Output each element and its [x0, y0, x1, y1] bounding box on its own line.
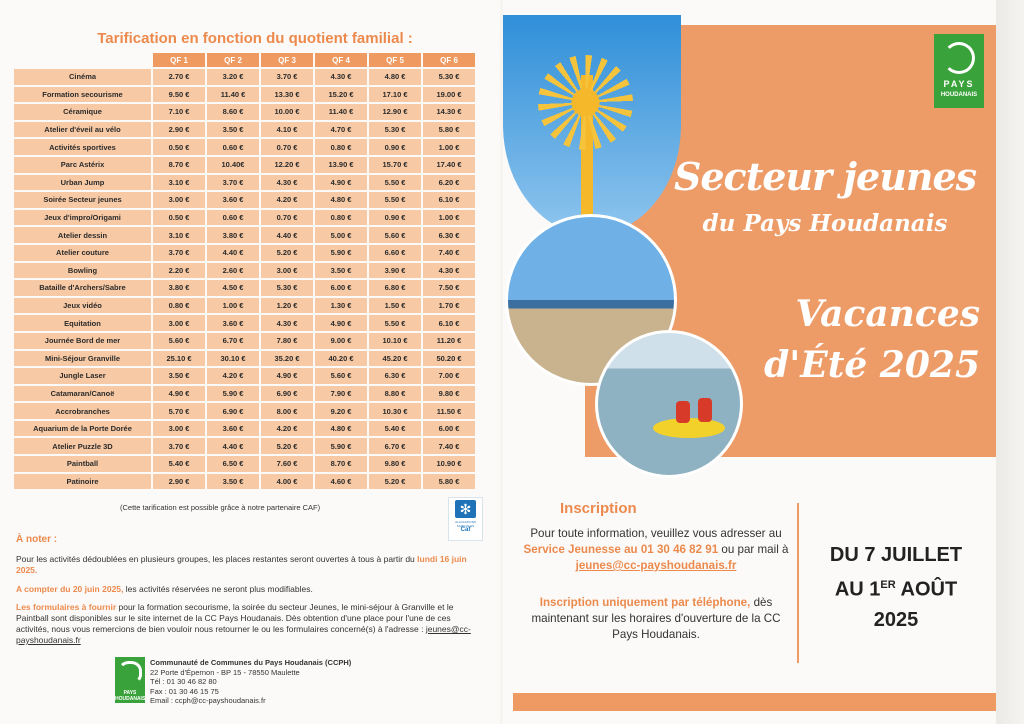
table-row — [14, 280, 475, 296]
price-cell: 45.20 € — [369, 351, 421, 367]
activity-name: Cinéma — [14, 69, 151, 85]
price-cell: 1.50 € — [369, 298, 421, 314]
price-cell: 10.00 € — [261, 104, 313, 120]
dates-line2-sup: ER — [880, 579, 896, 591]
dates-line2-a: AU 1 — [834, 578, 881, 601]
price-cell: 2.70 € — [153, 69, 205, 85]
price-cell: 5.20 € — [369, 474, 421, 490]
price-cell: 10.10 € — [369, 333, 421, 349]
price-cell: 7.80 € — [261, 333, 313, 349]
price-cell: 7.60 € — [261, 456, 313, 472]
inscription-phone-only — [520, 595, 792, 643]
pays-houdanais-logo — [934, 34, 984, 108]
price-cell: 1.00 € — [423, 139, 475, 155]
price-cell: 15.20 € — [315, 87, 367, 103]
price-cell: 6.70 € — [369, 438, 421, 454]
price-cell: 0.70 € — [261, 210, 313, 226]
price-cell: 11.40 € — [207, 87, 259, 103]
logo-line2: HOUDANAIS — [940, 92, 978, 98]
price-cell: 4.40 € — [207, 245, 259, 261]
activity-name: Jeux vidéo — [14, 298, 151, 314]
dates-line1: DU 7 JUILLET — [829, 544, 963, 566]
price-cell: 3.80 € — [153, 280, 205, 296]
price-cell: 0.60 € — [207, 139, 259, 155]
price-cell: 3.00 € — [153, 192, 205, 208]
table-row — [14, 263, 475, 279]
price-cell: 10.40€ — [207, 157, 259, 173]
price-cell: 3.60 € — [207, 315, 259, 331]
activity-name: Activités sportives — [14, 139, 151, 155]
table-row — [14, 368, 475, 384]
price-cell: 0.50 € — [153, 139, 205, 155]
table-row — [14, 298, 475, 314]
note-deadline — [16, 584, 486, 595]
price-cell: 40.20 € — [315, 351, 367, 367]
price-cell: 5.80 € — [423, 474, 475, 490]
price-cell: 11.20 € — [423, 333, 475, 349]
price-cell: 5.50 € — [369, 315, 421, 331]
note-groups — [16, 554, 486, 576]
ccph-tel: Tél : 01 30 46 82 80 — [150, 677, 217, 687]
inscription-service-phone[interactable]: Service Jeunesse au 01 30 46 82 91 — [523, 543, 719, 556]
price-cell: 0.50 € — [153, 210, 205, 226]
price-cell: 9.20 € — [315, 403, 367, 419]
price-cell: 3.60 € — [207, 421, 259, 437]
price-cell: 5.90 € — [315, 245, 367, 261]
activity-name: Bowling — [14, 263, 151, 279]
price-cell: 4.80 € — [369, 69, 421, 85]
price-cell: 7.00 € — [423, 368, 475, 384]
price-cell: 4.90 € — [315, 175, 367, 191]
table-row — [14, 87, 475, 103]
table-row — [14, 315, 475, 331]
activity-name: Equitation — [14, 315, 151, 331]
inscription-text3: dès maintenant sur les horaires d'ouverture de la CC Pays Houdanais. — [531, 596, 781, 641]
ccph-logo-text: PAYS HOUDANAIS — [115, 690, 146, 702]
table-row — [14, 175, 475, 191]
price-cell: 4.30 € — [315, 69, 367, 85]
pricing-title: Tarification en fonction du quotient familial : — [97, 30, 413, 47]
activity-name: Accrobranches — [14, 403, 151, 419]
price-cell: 5.60 € — [315, 368, 367, 384]
activity-name: Parc Astérix — [14, 157, 151, 173]
price-cell: 15.70 € — [369, 157, 421, 173]
table-row — [14, 438, 475, 454]
price-cell: 5.20 € — [261, 245, 313, 261]
pricing-header-qf: QF 5 — [369, 53, 421, 67]
price-cell: 6.80 € — [369, 280, 421, 296]
activity-name: Aquarium de la Porte Dorée — [14, 421, 151, 437]
activity-name: Jeux d'impro/Origami — [14, 210, 151, 226]
inscription-text2: ou par mail à — [718, 543, 789, 556]
pricing-header-qf: QF 4 — [315, 53, 367, 67]
amusement-ride-photo — [503, 15, 681, 235]
price-cell: 3.70 € — [261, 69, 313, 85]
price-cell: 4.20 € — [261, 421, 313, 437]
price-cell: 4.00 € — [261, 474, 313, 490]
ccph-email[interactable]: Email : ccph@cc-payshoudanais.fr — [150, 696, 266, 706]
table-row — [14, 192, 475, 208]
price-cell: 4.90 € — [153, 386, 205, 402]
price-cell: 5.30 € — [423, 69, 475, 85]
price-cell: 17.40 € — [423, 157, 475, 173]
dates-line3: 2025 — [873, 608, 919, 631]
price-cell: 0.70 € — [261, 139, 313, 155]
table-row — [14, 157, 475, 173]
price-cell: 13.90 € — [315, 157, 367, 173]
price-cell: 0.80 € — [153, 298, 205, 314]
price-cell: 0.90 € — [369, 139, 421, 155]
price-cell: 2.20 € — [153, 263, 205, 279]
snowflake-icon: ✻ — [455, 500, 476, 518]
price-cell: 4.20 € — [261, 192, 313, 208]
price-cell: 6.30 € — [423, 227, 475, 243]
price-cell: 8.80 € — [369, 386, 421, 402]
activity-name: Paintball — [14, 456, 151, 472]
caf-logo-name: Caf — [460, 527, 471, 533]
header-blank — [14, 53, 151, 67]
logo-swoosh-icon — [943, 42, 975, 74]
pricing-header-qf: QF 3 — [261, 53, 313, 67]
price-cell: 5.80 € — [423, 122, 475, 138]
price-cell: 3.70 € — [153, 245, 205, 261]
bottom-bar — [513, 693, 999, 711]
activity-name: Atelier Puzzle 3D — [14, 438, 151, 454]
price-cell: 3.00 € — [153, 421, 205, 437]
ccph-contact — [150, 658, 351, 706]
table-row — [14, 69, 475, 85]
event-dates — [808, 540, 984, 635]
price-cell: 6.60 € — [369, 245, 421, 261]
price-cell: 6.00 € — [423, 421, 475, 437]
note-forms-text: pour la formation secourisme, la soirée du secteur Jeunes, le mini-séjour à Granville et le Paintball sont disponibles sur le site internet de la CC Pays Houdanais. Dès obtention d'une place pour l'une de ces activités, nous vous remercions de bien vouloir nous retourner le ou les formulaires concerné(s) à l'adresse : — [16, 602, 454, 634]
price-cell: 5.50 € — [369, 192, 421, 208]
price-cell: 4.50 € — [207, 280, 259, 296]
price-cell: 9.50 € — [153, 87, 205, 103]
activity-name: Jungle Laser — [14, 368, 151, 384]
price-cell: 13.30 € — [261, 87, 313, 103]
price-cell: 5.70 € — [153, 403, 205, 419]
price-cell: 5.60 € — [369, 227, 421, 243]
pricing-header-row — [14, 53, 475, 67]
price-cell: 4.60 € — [315, 474, 367, 490]
price-cell: 7.40 € — [423, 245, 475, 261]
price-cell: 35.20 € — [261, 351, 313, 367]
pricing-panel — [0, 0, 500, 724]
price-cell: 4.40 € — [207, 438, 259, 454]
activity-name: Catamaran/Canoë — [14, 386, 151, 402]
cover-title-line1: Secteur jeunes — [673, 154, 977, 199]
price-cell: 4.30 € — [261, 315, 313, 331]
inscription-email-link[interactable]: jeunes@cc-payshoudanais.fr — [575, 559, 737, 572]
price-cell: 4.90 € — [315, 315, 367, 331]
pricing-header-qf: QF 2 — [207, 53, 259, 67]
table-row — [14, 351, 475, 367]
table-row — [14, 421, 475, 437]
price-cell: 8.60 € — [207, 104, 259, 120]
ccph-fax: Fax : 01 30 46 15 75 — [150, 686, 219, 696]
activity-name: Atelier dessin — [14, 227, 151, 243]
note-groups-date: lundi 16 juin 2025. — [16, 554, 467, 575]
pricing-header-qf: QF 6 — [423, 53, 475, 67]
kayak-photo — [595, 330, 743, 478]
price-cell: 7.90 € — [315, 386, 367, 402]
price-cell: 0.80 € — [315, 210, 367, 226]
table-row — [14, 104, 475, 120]
price-cell: 12.20 € — [261, 157, 313, 173]
swoosh-icon — [118, 661, 142, 683]
price-cell: 1.70 € — [423, 298, 475, 314]
price-cell: 4.70 € — [315, 122, 367, 138]
note-forms-email-link[interactable]: jeunes@cc-payshoudanais.fr — [16, 624, 471, 645]
price-cell: 14.30 € — [423, 104, 475, 120]
price-cell: 3.10 € — [153, 227, 205, 243]
price-cell: 3.70 € — [207, 175, 259, 191]
pricing-header-qf: QF 1 — [153, 53, 205, 67]
activity-name: Atelier couture — [14, 245, 151, 261]
price-cell: 4.80 € — [315, 192, 367, 208]
price-cell: 10.90 € — [423, 456, 475, 472]
kayaker — [698, 398, 712, 422]
price-cell: 50.20 € — [423, 351, 475, 367]
price-cell: 3.50 € — [315, 263, 367, 279]
activity-name: Bataille d'Archers/Sabre — [14, 280, 151, 296]
price-cell: 5.40 € — [369, 421, 421, 437]
table-row — [14, 456, 475, 472]
price-cell: 8.70 € — [153, 157, 205, 173]
note-groups-text: Pour les activités dédoublées en plusieurs groupes, les places restantes seront ouvertes à tous à partir du — [16, 554, 418, 564]
price-cell: 3.00 € — [261, 263, 313, 279]
price-cell: 5.30 € — [261, 280, 313, 296]
price-cell: 6.70 € — [207, 333, 259, 349]
price-cell: 5.00 € — [315, 227, 367, 243]
price-cell: 3.50 € — [153, 368, 205, 384]
price-cell: 8.70 € — [315, 456, 367, 472]
price-cell: 19.00 € — [423, 87, 475, 103]
price-cell: 7.10 € — [153, 104, 205, 120]
price-cell: 8.00 € — [261, 403, 313, 419]
price-cell: 6.90 € — [261, 386, 313, 402]
price-cell: 3.90 € — [369, 263, 421, 279]
table-row — [14, 245, 475, 261]
kayaker — [676, 401, 690, 423]
price-cell: 4.30 € — [261, 175, 313, 191]
price-cell: 9.00 € — [315, 333, 367, 349]
price-cell: 4.10 € — [261, 122, 313, 138]
table-row — [14, 403, 475, 419]
price-cell: 2.90 € — [153, 122, 205, 138]
price-cell: 6.50 € — [207, 456, 259, 472]
caf-note: (Cette tarification est possible grâce à notre partenaire CAF) — [120, 503, 321, 512]
price-cell: 4.40 € — [261, 227, 313, 243]
activity-name: Soirée Secteur jeunes — [14, 192, 151, 208]
price-cell: 4.20 € — [207, 368, 259, 384]
price-cell: 7.40 € — [423, 438, 475, 454]
price-cell: 2.90 € — [153, 474, 205, 490]
table-row — [14, 139, 475, 155]
notes-title: À noter : — [16, 534, 58, 545]
price-cell: 3.50 € — [207, 474, 259, 490]
price-cell: 3.10 € — [153, 175, 205, 191]
note-forms-lead: Les formulaires à fournir — [16, 602, 117, 612]
page-edge — [996, 0, 1024, 724]
price-cell: 5.30 € — [369, 122, 421, 138]
price-cell: 3.00 € — [153, 315, 205, 331]
price-cell: 5.90 € — [315, 438, 367, 454]
price-cell: 6.90 € — [207, 403, 259, 419]
price-cell: 0.60 € — [207, 210, 259, 226]
cover-title-line3: Vacances — [795, 293, 980, 335]
price-cell: 5.90 € — [207, 386, 259, 402]
price-cell: 6.10 € — [423, 192, 475, 208]
inscription-text1: Pour toute information, veuillez vous adresser au — [530, 527, 782, 540]
ccph-address: 22 Porte d'Épernon - BP 15 - 78550 Maulette — [150, 667, 300, 677]
pricing-table — [12, 51, 477, 491]
activity-name: Atelier d'éveil au vélo — [14, 122, 151, 138]
price-cell: 1.00 € — [207, 298, 259, 314]
cover-title-line2: du Pays Houdanais — [702, 210, 948, 237]
price-cell: 5.20 € — [261, 438, 313, 454]
price-cell: 11.40 € — [315, 104, 367, 120]
price-cell: 6.30 € — [369, 368, 421, 384]
price-cell: 6.10 € — [423, 315, 475, 331]
activity-name: Céramique — [14, 104, 151, 120]
logo-line1: PAYS — [943, 79, 975, 89]
ccph-name: Communauté de Communes du Pays Houdanais (CCPH) — [150, 658, 352, 667]
price-cell: 3.50 € — [207, 122, 259, 138]
price-cell: 1.30 € — [315, 298, 367, 314]
price-cell: 7.50 € — [423, 280, 475, 296]
price-cell: 9.80 € — [423, 386, 475, 402]
note-deadline-text: les activités réservées ne seront plus modifiables. — [123, 584, 313, 594]
price-cell: 1.20 € — [261, 298, 313, 314]
price-cell: 4.90 € — [261, 368, 313, 384]
price-cell: 30.10 € — [207, 351, 259, 367]
price-cell: 4.30 € — [423, 263, 475, 279]
table-row — [14, 474, 475, 490]
price-cell: 2.60 € — [207, 263, 259, 279]
inscription-phone-only-lead: Inscription uniquement par téléphone, — [539, 596, 751, 609]
caf-logo — [448, 497, 483, 541]
activity-name: Formation secourisme — [14, 87, 151, 103]
price-cell: 5.60 € — [153, 333, 205, 349]
inscription-title: Inscription — [560, 500, 637, 517]
dates-line2-b: AOÛT — [895, 578, 958, 601]
note-deadline-date: A compter du 20 juin 2025, — [16, 584, 124, 594]
ccph-logo — [115, 657, 145, 703]
cover-title-line4: d'Été 2025 — [764, 344, 980, 386]
price-cell: 12.90 € — [369, 104, 421, 120]
price-cell: 5.50 € — [369, 175, 421, 191]
inscription-info — [520, 526, 792, 574]
price-cell: 3.60 € — [207, 192, 259, 208]
price-cell: 3.70 € — [153, 438, 205, 454]
price-cell: 5.40 € — [153, 456, 205, 472]
note-forms — [16, 602, 486, 646]
price-cell: 17.10 € — [369, 87, 421, 103]
price-cell: 0.90 € — [369, 210, 421, 226]
price-cell: 4.80 € — [315, 421, 367, 437]
price-cell: 3.80 € — [207, 227, 259, 243]
price-cell: 25.10 € — [153, 351, 205, 367]
price-cell: 6.00 € — [315, 280, 367, 296]
dates-line2 — [808, 570, 984, 605]
divider — [797, 503, 799, 663]
table-row — [14, 386, 475, 402]
pricing-body — [14, 69, 475, 489]
price-cell: 6.20 € — [423, 175, 475, 191]
activity-name: Urban Jump — [14, 175, 151, 191]
caf-logo-small: ALLOCATIONS FAMILIALES — [455, 520, 476, 528]
activity-name: Mini-Séjour Granville — [14, 351, 151, 367]
price-cell: 11.50 € — [423, 403, 475, 419]
ride-star — [538, 55, 633, 150]
activity-name: Patinoire — [14, 474, 151, 490]
price-cell: 10.30 € — [369, 403, 421, 419]
table-row — [14, 227, 475, 243]
price-cell: 0.80 € — [315, 139, 367, 155]
table-row — [14, 210, 475, 226]
price-cell: 1.00 € — [423, 210, 475, 226]
table-row — [14, 122, 475, 138]
activity-name: Journée Bord de mer — [14, 333, 151, 349]
price-cell: 3.20 € — [207, 69, 259, 85]
price-cell: 9.80 € — [369, 456, 421, 472]
table-row — [14, 333, 475, 349]
